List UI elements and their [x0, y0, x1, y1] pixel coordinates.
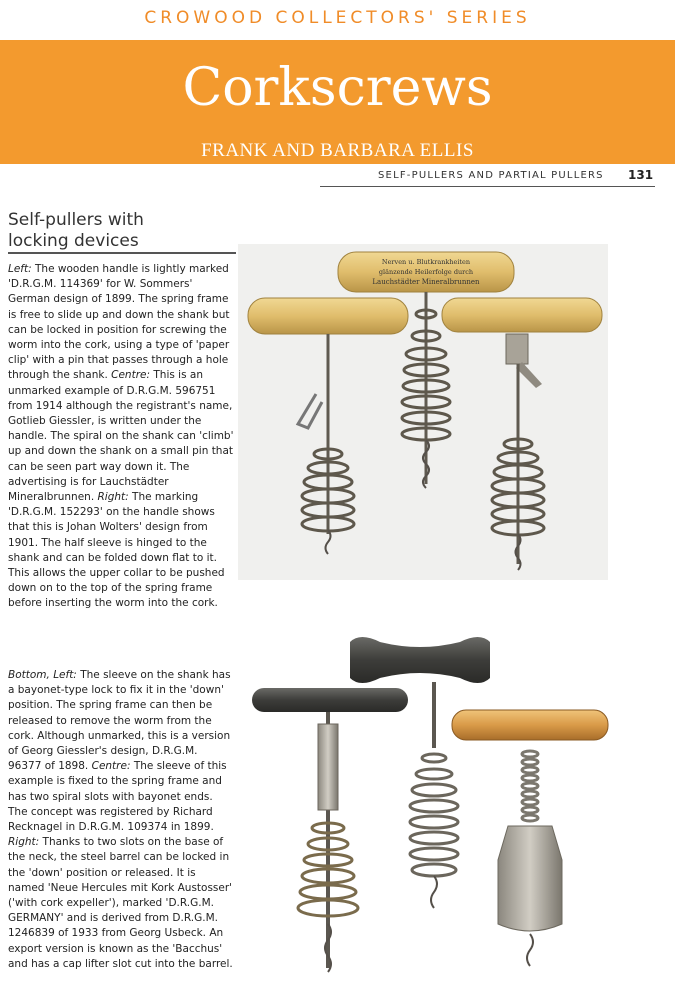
corkscrew-photo-top [238, 244, 608, 580]
caption-top [8, 262, 234, 612]
caption-text: The sleeve of this example is fixed to the spring frame and has two spiral slots with bayonet ends. The concept was registered by Richard Recknagel in D.R.G.M. 109374 in 1899. [8, 760, 227, 834]
book-title: Corkscrews [182, 58, 493, 118]
series-band [0, 0, 675, 40]
caption-text: Thanks to two slots on the base of the neck, the steel barrel can be locked in the 'down' position or released. It is named 'Neue Hercules mit Kork Austosser' ('with cork expeller'), marked 'D.R.G.M. GERMANY' and is derived from D.R.G.M. 1246839 of 1933 from Georg Usbeck. An export version is known as the 'Bacchus' and has a cap lifter slot cut into the barrel. [8, 836, 233, 970]
running-head-rule [320, 186, 655, 187]
handle-text: glänzende Heilerfolge durch [378, 268, 474, 276]
caption-lead: Right: [97, 491, 129, 504]
caption-lead: Centre: [111, 369, 151, 382]
section-title: Self-pullers with locking devices [8, 210, 144, 251]
caption-lead: Centre: [91, 760, 131, 773]
caption-lead: Bottom, Left: [8, 669, 77, 681]
corkscrew-right [452, 710, 608, 966]
caption-lead: Right: [8, 836, 40, 849]
corkscrew-left [248, 298, 408, 554]
caption-text: The sleeve on the shank has a bayonet-type lock to fix it in the 'down' position. The spring frame can then be released to remove the worm from the cork. Although unmarked, this is a version of Georg Giessler's design, D.R.G.M. 96377 of 1898. [8, 669, 231, 773]
book-authors: FRANK AND BARBARA ELLIS [201, 140, 474, 161]
running-head: SELF-PULLERS AND PARTIAL PULLERS [378, 170, 604, 181]
handle-text: Nerven u. Blutkrankheiten [381, 258, 471, 266]
handle-text: Lauchstädter Mineralbrunnen [372, 278, 480, 286]
caption-text: The marking 'D.R.G.M. 152293' on the handle shows that this is Johan Wolters' design from 1901. The half sleeve is hinged to the shank and can be folded down flat to it. This allows the upper collar to be pushed down on to the top of the spring frame before inserting the worm into the cork. [8, 491, 225, 610]
section-rule [8, 252, 236, 254]
caption-lead: Left: [8, 263, 32, 275]
corkscrew-right [442, 298, 602, 570]
series-title: CROWOOD COLLECTORS' SERIES [144, 8, 531, 28]
caption-bottom [8, 668, 234, 972]
page-number: 131 [628, 168, 654, 182]
corkscrew-centre [350, 637, 490, 908]
corkscrew-left [252, 688, 408, 972]
caption-text: The wooden handle is lightly marked 'D.R.G.M. 114369' for W. Sommers' German design of 1899. The spring frame is free to slide up and down the shank but can be locked in position for screwing the worm into the cork, using a type of 'paper clip' with a pin that passes through a hole through the shank. [8, 263, 230, 382]
corkscrew-centre [338, 252, 514, 488]
corkscrew-photo-bottom [238, 628, 638, 994]
caption-text: This is an unmarked example of D.R.G.M. 596751 from 1914 although the registrant's name, Gotlieb Giessler, is written under the handle. The spiral on the shank can 'climb' up and down the shank on a small pin that can be seen part way down it. The advertising is for Lauchstädter Mineralbrunnen. [8, 369, 234, 504]
